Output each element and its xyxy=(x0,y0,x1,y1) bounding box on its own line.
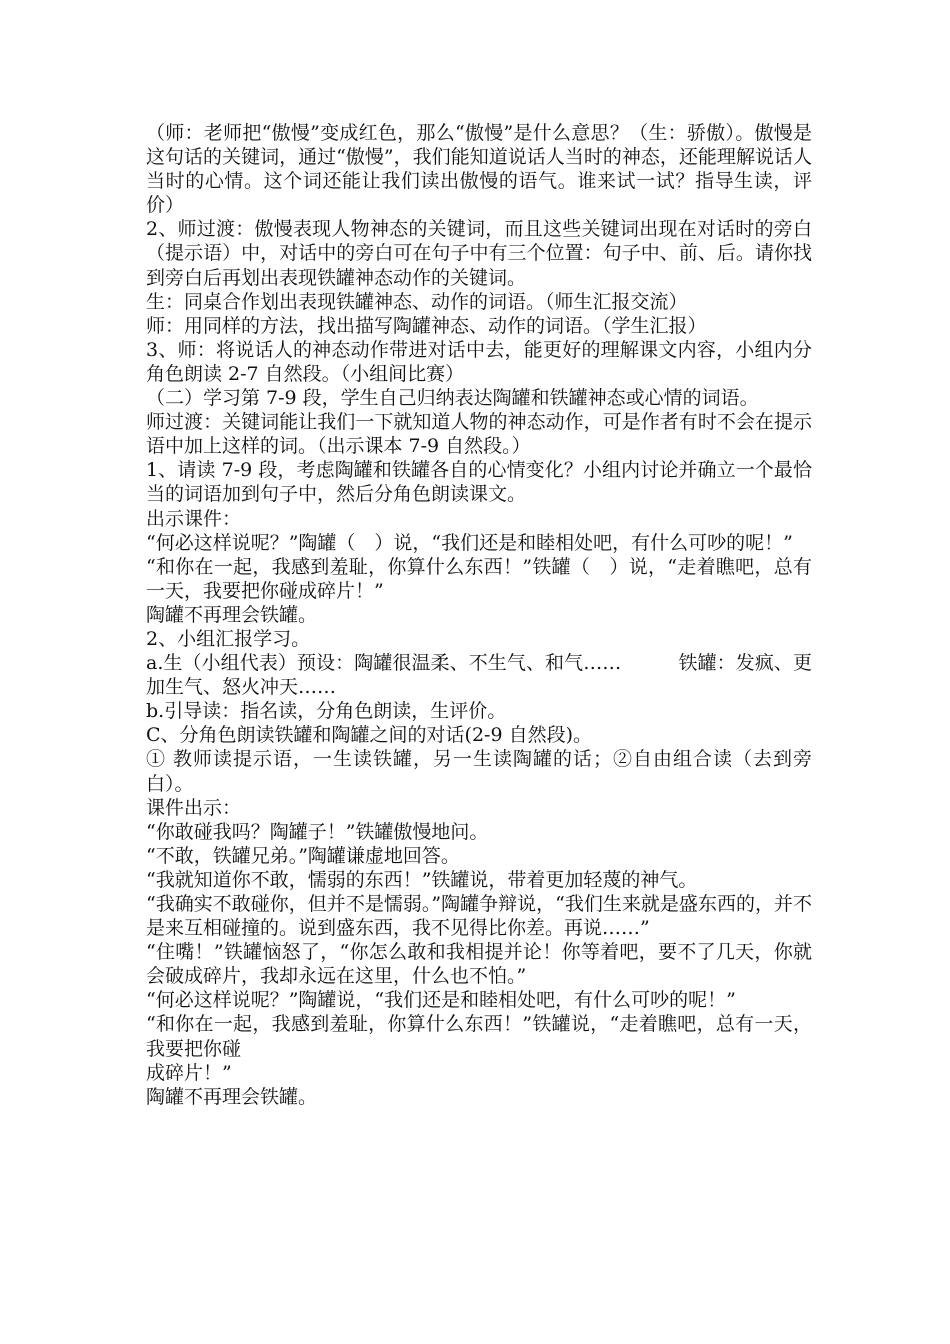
paragraph: “住嘴！”铁罐恼怒了，“你怎么敢和我相提并论！你等着吧，要不了几天，你就会破成碎片，我却永远在这里，什么也不怕。” xyxy=(146,941,812,988)
paragraph: （二）学习第 7-9 段，学生自己归纳表达陶罐和铁罐神态或心情的词语。 xyxy=(146,387,759,410)
paragraph: “不敢，铁罐兄弟。”陶罐谦虚地回答。 xyxy=(146,844,460,867)
paragraph: a.生（小组代表）预设：陶罐很温柔、不生气、和气…… 铁罐：发疯、更加生气、怒火冲天…… xyxy=(146,652,812,699)
paragraph: 成碎片！” xyxy=(146,1061,232,1084)
paragraph: 陶罐不再理会铁罐。 xyxy=(146,1085,318,1108)
document-body xyxy=(146,121,812,1109)
paragraph: 师过渡：关键词能让我们一下就知道人物的神态动作，可是作者有时不会在提示语中加上这样的词。（出示课本 7-9 自然段。） xyxy=(146,411,812,458)
paragraph: ① 教师读提示语，一生读铁罐，另一生读陶罐的话；②自由组合读（去到旁白）。 xyxy=(146,748,812,795)
paragraph: “和你在一起，我感到羞耻，你算什么东西！”铁罐（ ）说，“走着瞧吧，总有一天，我要把你碰成碎片！” xyxy=(146,555,812,602)
paragraph: “何必这样说呢？”陶罐（ ）说，“我们还是和睦相处吧，有什么可吵的呢！” xyxy=(146,531,793,554)
paragraph: 生：同桌合作划出表现铁罐神态、动作的词语。（师生汇报交流） xyxy=(146,290,688,313)
paragraph: 课件出示： xyxy=(146,796,242,819)
paragraph: 出示课件： xyxy=(146,507,242,530)
paragraph: 师：用同样的方法，找出描写陶罐神态、动作的词语。（学生汇报） xyxy=(146,314,707,337)
paragraph: “和你在一起，我感到羞耻，你算什么东西！”铁罐说，“走着瞧吧，总有一天，我要把你碰 xyxy=(146,1013,812,1060)
paragraph: 2、小组汇报学习。 xyxy=(146,627,311,650)
paragraph: 1、请读 7-9 段，考虑陶罐和铁罐各自的心情变化？小组内讨论并确立一个最恰当的词语加到句子中，然后分角色朗读课文。 xyxy=(146,459,812,506)
paragraph: （师：老师把“傲慢”变成红色，那么“傲慢”是什么意思？（生：骄傲）。傲慢是这句话的关键词，通过“傲慢”，我们能知道说话人当时的神态，还能理解说话人当时的心情。这个词还能让我们读出傲慢的语气。谁来试一试？指导生读，评价） xyxy=(146,122,812,217)
paragraph: 2、师过渡：傲慢表现人物神态的关键词，而且这些关键词出现在对话时的旁白（提示语）中，对话中的旁白可在句子中有三个位置：句子中、前、后。请你找到旁白后再划出表现铁罐神态动作的关键词。 xyxy=(146,218,812,289)
paragraph: 3、师：将说话人的神态动作带进对话中去，能更好的理解课文内容，小组内分角色朗读 2-7 自然段。（小组间比赛） xyxy=(146,338,812,385)
paragraph: “我确实不敢碰你，但并不是懦弱。”陶罐争辩说，“我们生来就是盛东西的，并不是来互相碰撞的。说到盛东西，我不见得比你差。再说……” xyxy=(146,893,812,940)
paragraph: “何必这样说呢？”陶罐说，“我们还是和睦相处吧，有什么可吵的呢！” xyxy=(146,989,736,1012)
paragraph: 陶罐不再理会铁罐。 xyxy=(146,603,318,626)
paragraph: “你敢碰我吗？陶罐子！”铁罐傲慢地问。 xyxy=(146,820,489,843)
paragraph: b.引导读：指名读，分角色朗读，生评价。 xyxy=(146,700,507,723)
paragraph: “我就知道你不敢，懦弱的东西！”铁罐说，带着更加轻蔑的神气。 xyxy=(146,868,698,891)
paragraph: C、分角色朗读铁罐和陶罐之间的对话(2-9 自然段)。 xyxy=(146,724,593,747)
